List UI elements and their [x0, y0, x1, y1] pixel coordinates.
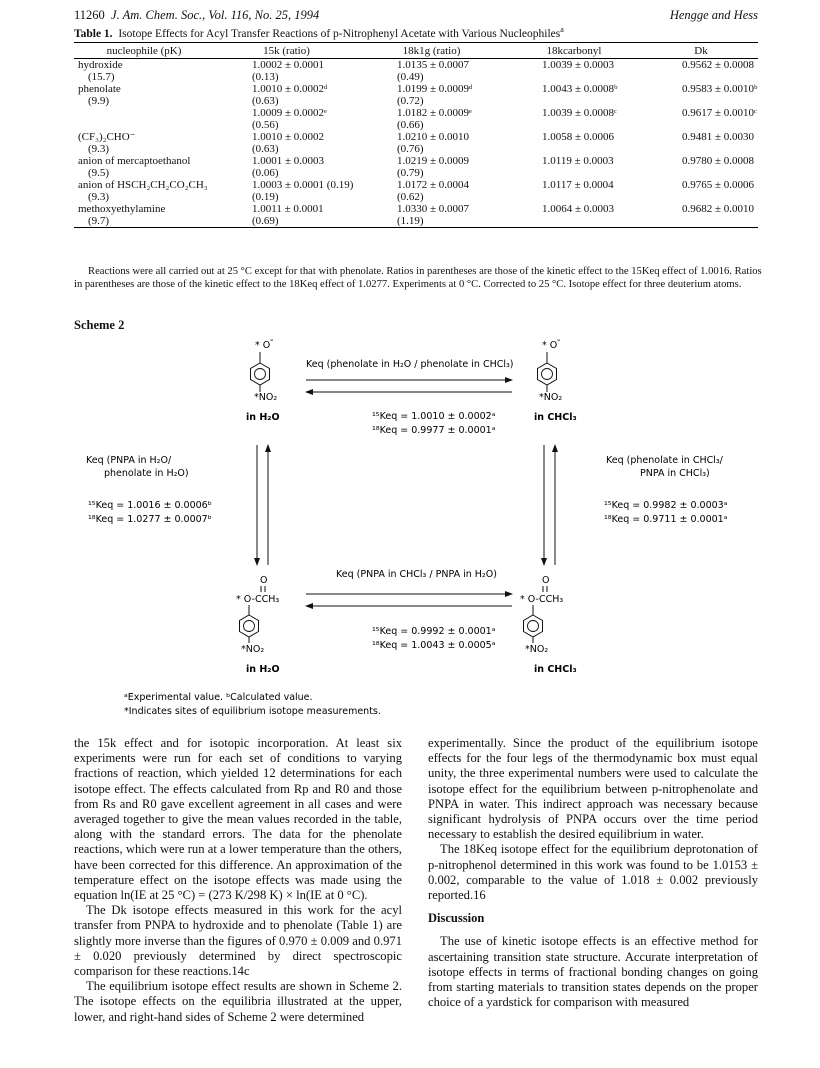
cell-k15: 1.0002 ± 0.0001 [252, 59, 325, 71]
cell-nuc [74, 107, 214, 119]
bottom-arrow-label: Keq (PNPA in CHCl₃ / PNPA in H₂O) [336, 569, 497, 580]
phenolate-h2o-structure [251, 335, 278, 403]
table-row [74, 59, 758, 72]
cell-nuc: hydroxide [78, 59, 123, 71]
body-left-column [74, 736, 402, 1025]
cell-k15-ratio: (0.56) [252, 119, 279, 131]
table-row [74, 179, 758, 191]
cell-k15: 1.0009 ± 0.0002ᵉ [252, 107, 327, 119]
cell-nuc: anion of HSCH₂CH₂CO₂CH₃ [78, 179, 208, 191]
cell-k15-ratio: (0.69) [214, 215, 359, 228]
left-paragraph-1: the 15k effect and for isotopic incorporation. At least six experiments were run for each set of conditions to varying fractions of reaction, which yielded 12 determinations for each isotope effect. The effects calculated from Rp and R0 and those from Rs and R0 gave excellent agreement in all cases and were averaged together to give the mean values recorded in the table, along with the standard errors. The data for the phenolate reactions, which were run at a lower temperature than the others, have been corrected for this difference. An approximation of the temperature effect on the isotope effects was made using the equation ln(IE at 25 °C) = (273 K/298 K) × ln(IE at 0 °C). [74, 736, 402, 903]
right-label-1: Keq (phenolate in CHCl₃/ [606, 455, 723, 466]
col-nucleophile: nucleophile (pK) [74, 43, 214, 59]
cell-dk: 0.9682 ± 0.0010 [682, 203, 755, 215]
svg-text:-: - [270, 335, 274, 346]
svg-text:* O-CCH₃: * O-CCH₃ [236, 594, 280, 605]
cell-kc: 1.0043 ± 0.0008ᵇ [542, 83, 618, 95]
cell-k15-ratio: (0.63) [252, 143, 279, 155]
cell-nuc: (CF₃)₂CHO⁻ [78, 131, 136, 143]
pnpa-h2o-structure [236, 575, 279, 655]
col-18k-carbonyl: 18kcarbonyl [504, 43, 644, 59]
table-footnote: Reactions were all carried out at 25 °C except for that with phenolate. Ratios in parentheses are those of the kinetic effect to the 15Keq effect of 1.0016. Ratios in parentheses are those of the kinetic effect to the 18Keq effect of 1.0277. Experiments at 0 °C. Corrected to 25 °C. Isotope effect for three deuterium atoms. [74, 266, 762, 290]
scheme-2-diagram [74, 330, 764, 750]
cell-pk: (9.9) [88, 95, 110, 107]
cell-k18-ratio: (0.72) [397, 95, 424, 107]
running-authors: Hengge and Hess [669, 8, 758, 22]
cell-kc: 1.0117 ± 0.0004 [542, 179, 614, 191]
left-label-2: phenolate in H₂O) [104, 468, 189, 479]
cell-empty [644, 71, 758, 83]
bottom-k15: ¹⁵Keq = 0.9992 ± 0.0001ᵃ [372, 626, 496, 637]
solvent-label-tl: in H₂O [246, 412, 280, 423]
left-label-1: Keq (PNPA in H₂O/ [86, 455, 172, 466]
top-arrow-label: Keq (phenolate in H₂O / phenolate in CHCl₃) [306, 359, 514, 370]
cell-k18-ratio: (0.49) [397, 71, 424, 83]
cell-pk: (9.5) [88, 167, 110, 179]
svg-text:* O-CCH₃: * O-CCH₃ [520, 594, 564, 605]
isotope-effects-table [74, 42, 758, 228]
solvent-label-bl: in H₂O [246, 664, 280, 675]
cell-k15: 1.0003 ± 0.0001 (0.19) [252, 179, 354, 191]
cell-k15-ratio: (0.13) [252, 71, 279, 83]
cell-k18-ratio: (0.66) [397, 119, 424, 131]
cell-empty [504, 71, 644, 83]
svg-text:* O: * O [255, 340, 271, 351]
table-row-ratio [74, 71, 758, 83]
cell-nuc: anion of mercaptoethanol [78, 155, 191, 167]
table-caption-text: Isotope Effects for Acyl Transfer Reactions of p-Nitrophenyl Acetate with Various Nucleophiles [118, 28, 561, 40]
table-row [74, 203, 758, 215]
right-paragraph-1: experimentally. Since the product of the equilibrium isotope effects for the four legs of the thermodynamic box must equal unity, the three experimental numbers were used to calculate the isotope effect for the equilibrium between p-nitrophenolate and PNPA in water. This indirect approach was necessary because significant hydrolysis of PNPA occurs over the time period necessary to establish the desired equilibrium in water. [428, 736, 758, 842]
cell-pk: (9.7) [74, 215, 214, 228]
cell-empty [644, 95, 758, 107]
svg-text:*NO₂: *NO₂ [525, 644, 549, 655]
body-right-column [428, 736, 758, 1010]
cell-k15: 1.0010 ± 0.0002 [252, 131, 325, 143]
cell-kc: 1.0039 ± 0.0003 [542, 59, 615, 71]
cell-nuc: methoxyethylamine [78, 203, 166, 215]
cell-nuc: phenolate [78, 83, 121, 95]
scheme-legend-2: *Indicates sites of equilibrium isotope measurements. [124, 706, 381, 717]
cell-k18: 1.0199 ± 0.0009ᵈ [397, 83, 473, 95]
right-paragraph-3: The use of kinetic isotope effects is an effective method for ascertaining transition state structure. Accurate interpretation of isotope effects in terms of fractional bonding changes on going from starting materials to transition states depends on the proper choice of a yardstick for comparison with measured [428, 934, 758, 1010]
cell-k18: 1.0135 ± 0.0007 [397, 59, 470, 71]
table-row-ratio [74, 167, 758, 179]
svg-text:*NO₂: *NO₂ [254, 392, 278, 403]
cell-dk: 0.9780 ± 0.0008 [682, 155, 755, 167]
cell-k18-ratio: (1.19) [359, 215, 504, 228]
cell-k15: 1.0010 ± 0.0002ᵈ [252, 83, 328, 95]
discussion-heading: Discussion [428, 911, 485, 926]
cell-k15-ratio: (0.63) [252, 95, 279, 107]
svg-text:* O: * O [542, 340, 558, 351]
cell-kc: 1.0119 ± 0.0003 [542, 155, 614, 167]
cell-empty [504, 143, 644, 155]
table-caption: Table 1. Isotope Effects for Acyl Transfer Reactions of p-Nitrophenyl Acetate with Various Nucleophiles$^a$ [74, 25, 564, 40]
cell-k18-ratio: (0.79) [397, 167, 424, 179]
pnpa-chcl3-structure [520, 575, 563, 655]
cell-empty [504, 191, 644, 203]
cell-dk: 0.9617 ± 0.0010ᶜ [682, 107, 757, 119]
right-paragraph-2: The 18Keq isotope effect for the equilibrium deprotonation of p-nitrophenol determined in this work was found to be 1.0153 ± 0.002, comparable to the value of 1.018 ± 0.002 previously reported.16 [428, 842, 758, 903]
cell-empty [644, 167, 758, 179]
cell-kc: 1.0064 ± 0.0003 [542, 203, 615, 215]
table-label: Table 1. [74, 28, 113, 40]
cell-kc: 1.0058 ± 0.0006 [542, 131, 615, 143]
scheme-title: Scheme 2 [74, 318, 125, 332]
table-row-ratio [74, 215, 758, 228]
solvent-label-br: in CHCl₃ [534, 664, 577, 675]
table-row-ratio [74, 143, 758, 155]
cell-k18: 1.0182 ± 0.0009ᵉ [397, 107, 472, 119]
left-paragraph-3: The equilibrium isotope effect results are shown in Scheme 2. The isotope effects on the equilibria illustrated at the upper, lower, and right-hand sides of Scheme 2 were determined [74, 979, 402, 1024]
running-header [74, 8, 758, 23]
cell-empty [504, 95, 644, 107]
cell-k15-ratio: (0.06) [252, 167, 279, 179]
svg-text:*NO₂: *NO₂ [241, 644, 265, 655]
right-k18: ¹⁸Keq = 0.9711 ± 0.0001ᵃ [604, 514, 728, 525]
cell-k15-ratio: (0.19) [252, 191, 279, 203]
cell-k15: 1.0001 ± 0.0003 [252, 155, 325, 167]
right-k15: ¹⁵Keq = 0.9982 ± 0.0003ᵃ [604, 500, 728, 511]
journal-citation: J. Am. Chem. Soc., Vol. 116, No. 25, 1994 [111, 8, 320, 22]
cell-dk: 0.9583 ± 0.0010ᵇ [682, 83, 758, 95]
left-k18: ¹⁸Keq = 1.0277 ± 0.0007ᵇ [88, 514, 212, 525]
cell-pk [74, 119, 214, 131]
cell-empty [504, 167, 644, 179]
table-row [74, 131, 758, 143]
cell-k18-ratio: (0.62) [397, 191, 424, 203]
left-paragraph-2: The Dk isotope effects measured in this work for the acyl transfer from PNPA to hydroxide and to phenolate (Table 1) are slightly more inverse than the figures of 0.970 ± 0.009 and 0.971 ± 0.020 previously determined by direct spectroscopic comparison for these reactions.14c [74, 903, 402, 979]
cell-dk: 0.9765 ± 0.0006 [682, 179, 755, 191]
col-15k: 15k (ratio) [214, 43, 359, 59]
page-number: 11260 [74, 8, 105, 22]
table-row-ratio [74, 119, 758, 131]
table-header-row [74, 43, 758, 59]
col-dk: Dk [644, 43, 758, 59]
cell-pk: (9.3) [88, 143, 110, 155]
cell-empty [644, 143, 758, 155]
bottom-k18: ¹⁸Keq = 1.0043 ± 0.0005ᵃ [372, 640, 496, 651]
left-k15: ¹⁵Keq = 1.0016 ± 0.0006ᵇ [88, 500, 212, 511]
scheme-legend-1: ᵃExperimental value. ᵇCalculated value. [124, 692, 313, 703]
cell-empty [644, 119, 758, 131]
phenolate-chcl3-structure [538, 335, 563, 403]
col-18k-lg: 18k1g (ratio) [359, 43, 504, 59]
cell-k18: 1.0330 ± 0.0007 [397, 203, 470, 215]
cell-dk: 0.9481 ± 0.0030 [682, 131, 755, 143]
solvent-label-tr: in CHCl₃ [534, 412, 577, 423]
cell-pk: (15.7) [88, 71, 115, 83]
cell-empty [504, 119, 644, 131]
right-label-2: PNPA in CHCl₃) [640, 468, 710, 479]
svg-text:*NO₂: *NO₂ [539, 392, 563, 403]
top-k18: ¹⁸Keq = 0.9977 ± 0.0001ᵃ [372, 425, 496, 436]
cell-dk: 0.9562 ± 0.0008 [682, 59, 755, 71]
svg-text:-: - [557, 335, 561, 346]
svg-text:O: O [542, 575, 550, 586]
top-k15: ¹⁵Keq = 1.0010 ± 0.0002ᵃ [372, 411, 496, 422]
cell-empty [644, 191, 758, 203]
svg-text:O: O [260, 575, 268, 586]
cell-k18: 1.0172 ± 0.0004 [397, 179, 470, 191]
cell-k18: 1.0210 ± 0.0010 [397, 131, 470, 143]
table-row-ratio [74, 95, 758, 107]
table-row [74, 155, 758, 167]
cell-pk: (9.3) [88, 191, 110, 203]
cell-empty [644, 215, 758, 228]
cell-kc: 1.0039 ± 0.0008ᶜ [542, 107, 617, 119]
page-and-journal [74, 8, 319, 23]
cell-empty [504, 215, 644, 228]
table-row [74, 107, 758, 119]
cell-k18: 1.0219 ± 0.0009 [397, 155, 470, 167]
table-row-ratio [74, 191, 758, 203]
table-row [74, 83, 758, 95]
cell-k18-ratio: (0.76) [397, 143, 424, 155]
cell-k15: 1.0011 ± 0.0001 [252, 203, 324, 215]
